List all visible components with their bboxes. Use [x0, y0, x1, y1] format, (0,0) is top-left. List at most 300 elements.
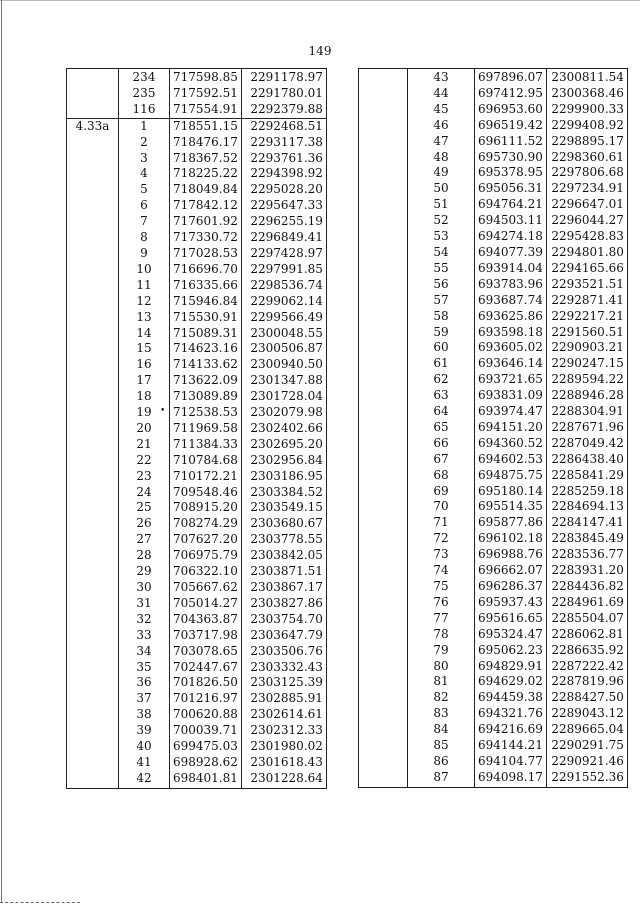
y-coordinate-cell: 2291780.01 [241, 86, 326, 102]
x-coordinate-cell: 695062.23 [475, 643, 547, 659]
x-coordinate-cell: 717330.72 [170, 230, 242, 246]
y-coordinate-cell: 2294801.80 [546, 245, 627, 261]
section-cell [67, 151, 119, 167]
point-number-cell: 77 [408, 611, 475, 627]
point-number-cell: 66 [408, 436, 475, 452]
y-coordinate-cell: 2284694.13 [546, 499, 627, 515]
table-row [359, 181, 628, 197]
point-number-cell: 22 [119, 453, 170, 469]
y-coordinate-cell: 2300506.87 [241, 341, 326, 357]
point-number-cell: 55 [408, 261, 475, 277]
point-number-cell: 43 [408, 69, 475, 86]
x-coordinate-cell: 717598.85 [170, 69, 242, 86]
coordinate-table-right [358, 68, 628, 788]
point-number-cell: 81 [408, 674, 475, 690]
table-row [67, 532, 327, 548]
table-row [67, 485, 327, 501]
table-row [67, 389, 327, 405]
table-row [67, 707, 327, 723]
x-coordinate-cell: 718049.84 [170, 182, 242, 198]
point-number-cell: 11 [119, 278, 170, 294]
point-number-cell: 1 [119, 118, 170, 134]
x-coordinate-cell: 694459.38 [475, 690, 547, 706]
section-cell [359, 484, 408, 500]
table-row [359, 738, 628, 754]
y-coordinate-cell: 2288946.28 [546, 388, 627, 404]
section-cell [359, 706, 408, 722]
y-coordinate-cell: 2300940.50 [241, 357, 326, 373]
point-number-cell: 20 [119, 421, 170, 437]
y-coordinate-cell: 2288427.50 [546, 690, 627, 706]
point-number-cell: 42 [119, 771, 170, 788]
x-coordinate-cell: 694104.77 [475, 754, 547, 770]
table-row [67, 135, 327, 151]
table-row [359, 436, 628, 452]
table-row [359, 309, 628, 325]
section-cell [67, 326, 119, 342]
section-cell [359, 181, 408, 197]
point-number-cell: 69 [408, 484, 475, 500]
point-number-cell: 56 [408, 277, 475, 293]
section-cell [359, 245, 408, 261]
table-row [67, 675, 327, 691]
x-coordinate-cell: 695730.90 [475, 150, 547, 166]
table-row [67, 771, 327, 788]
table-row [359, 325, 628, 341]
x-coordinate-cell: 694151.20 [475, 420, 547, 436]
x-coordinate-cell: 693831.09 [475, 388, 547, 404]
section-cell [67, 421, 119, 437]
point-number-cell: 80 [408, 659, 475, 675]
table-row [359, 611, 628, 627]
point-number-cell: 54 [408, 245, 475, 261]
section-cell [359, 356, 408, 372]
table-row [359, 197, 628, 213]
point-number-cell: 5 [119, 182, 170, 198]
section-cell [359, 293, 408, 309]
section-cell [67, 166, 119, 182]
section-cell [67, 230, 119, 246]
point-number-cell: 78 [408, 627, 475, 643]
table-row [67, 341, 327, 357]
section-cell [359, 325, 408, 341]
table-row [67, 166, 327, 182]
page-edge-left [1, 0, 2, 902]
x-coordinate-cell: 695514.35 [475, 499, 547, 515]
point-number-cell: 39 [119, 723, 170, 739]
x-coordinate-cell: 695378.95 [475, 165, 547, 181]
section-cell [359, 165, 408, 181]
section-cell [359, 436, 408, 452]
y-coordinate-cell: 2303842.05 [241, 548, 326, 564]
table-row [359, 643, 628, 659]
y-coordinate-cell: 2299900.33 [546, 102, 627, 118]
table-row [359, 150, 628, 166]
section-cell [67, 612, 119, 628]
table-row [67, 723, 327, 739]
y-coordinate-cell: 2302079.98 [241, 405, 326, 421]
x-coordinate-cell: 696953.60 [475, 102, 547, 118]
section-cell [359, 690, 408, 706]
x-coordinate-cell: 717601.92 [170, 214, 242, 230]
table-row [359, 468, 628, 484]
section-cell [67, 628, 119, 644]
x-coordinate-cell: 703717.98 [170, 628, 242, 644]
section-cell [67, 437, 119, 453]
y-coordinate-cell: 2289665.04 [546, 722, 627, 738]
point-number-cell: 76 [408, 595, 475, 611]
section-cell [67, 516, 119, 532]
point-number-cell: 51 [408, 197, 475, 213]
point-number-cell: 7 [119, 214, 170, 230]
point-number-cell: 49 [408, 165, 475, 181]
table-row [67, 421, 327, 437]
scan-speck: • [160, 406, 166, 416]
section-cell [67, 564, 119, 580]
table-row [359, 770, 628, 787]
x-coordinate-cell: 695056.31 [475, 181, 547, 197]
point-number-cell: 65 [408, 420, 475, 436]
point-number-cell: 70 [408, 499, 475, 515]
section-cell [67, 771, 119, 788]
point-number-cell: 24 [119, 485, 170, 501]
x-coordinate-cell: 714623.16 [170, 341, 242, 357]
point-number-cell: 14 [119, 326, 170, 342]
y-coordinate-cell: 2303186.95 [241, 469, 326, 485]
y-coordinate-cell: 2287049.42 [546, 436, 627, 452]
y-coordinate-cell: 2287671.96 [546, 420, 627, 436]
x-coordinate-cell: 695180.14 [475, 484, 547, 500]
point-number-cell: 86 [408, 754, 475, 770]
y-coordinate-cell: 2301728.04 [241, 389, 326, 405]
section-cell [67, 341, 119, 357]
section-cell [359, 309, 408, 325]
x-coordinate-cell: 715946.84 [170, 294, 242, 310]
section-cell [67, 755, 119, 771]
point-number-cell: 45 [408, 102, 475, 118]
point-number-cell: 4 [119, 166, 170, 182]
section-cell [67, 135, 119, 151]
point-number-cell: 18 [119, 389, 170, 405]
table-row [67, 580, 327, 596]
table-row [67, 86, 327, 102]
table-row [67, 262, 327, 278]
y-coordinate-cell: 2295028.20 [241, 182, 326, 198]
section-cell [359, 452, 408, 468]
y-coordinate-cell: 2283845.49 [546, 531, 627, 547]
x-coordinate-cell: 710784.68 [170, 453, 242, 469]
point-number-cell: 87 [408, 770, 475, 787]
point-number-cell: 25 [119, 500, 170, 516]
x-coordinate-cell: 706322.10 [170, 564, 242, 580]
point-number-cell: 60 [408, 340, 475, 356]
y-coordinate-cell: 2297234.91 [546, 181, 627, 197]
y-coordinate-cell: 2302956.84 [241, 453, 326, 469]
table-row [67, 755, 327, 771]
point-number-cell: 58 [408, 309, 475, 325]
section-cell [67, 580, 119, 596]
table-row [67, 310, 327, 326]
y-coordinate-cell: 2302402.66 [241, 421, 326, 437]
x-coordinate-cell: 693721.65 [475, 372, 547, 388]
x-coordinate-cell: 693598.18 [475, 325, 547, 341]
x-coordinate-cell: 696111.52 [475, 134, 547, 150]
footnote-rule [0, 902, 80, 903]
point-number-cell: 35 [119, 660, 170, 676]
point-number-cell: 44 [408, 86, 475, 102]
y-coordinate-cell: 2303754.70 [241, 612, 326, 628]
x-coordinate-cell: 702447.67 [170, 660, 242, 676]
point-number-cell: 68 [408, 468, 475, 484]
x-coordinate-cell: 694216.69 [475, 722, 547, 738]
x-coordinate-cell: 708915.20 [170, 500, 242, 516]
y-coordinate-cell: 2292217.21 [546, 309, 627, 325]
section-cell [67, 278, 119, 294]
point-number-cell: 33 [119, 628, 170, 644]
section-cell [67, 69, 119, 86]
y-coordinate-cell: 2283536.77 [546, 547, 627, 563]
table-row [359, 261, 628, 277]
point-number-cell: 19 [119, 405, 170, 421]
table-row [67, 564, 327, 580]
point-number-cell: 31 [119, 596, 170, 612]
section-cell [67, 310, 119, 326]
table-row [359, 118, 628, 134]
x-coordinate-cell: 718225.22 [170, 166, 242, 182]
x-coordinate-cell: 696286.37 [475, 579, 547, 595]
y-coordinate-cell: 2292379.88 [241, 102, 326, 118]
table-row [359, 356, 628, 372]
section-cell [359, 754, 408, 770]
section-cell: 4.33a [67, 118, 119, 134]
section-cell [67, 532, 119, 548]
section-cell [67, 405, 119, 421]
x-coordinate-cell: 695877.86 [475, 515, 547, 531]
section-cell [359, 150, 408, 166]
table-row [359, 627, 628, 643]
x-coordinate-cell: 694098.17 [475, 770, 547, 787]
y-coordinate-cell: 2297428.97 [241, 246, 326, 262]
table-row [359, 563, 628, 579]
section-cell [67, 691, 119, 707]
table-row [67, 628, 327, 644]
section-cell [359, 69, 408, 86]
x-coordinate-cell: 693646.14 [475, 356, 547, 372]
section-cell [67, 453, 119, 469]
table-row [67, 691, 327, 707]
x-coordinate-cell: 694829.91 [475, 659, 547, 675]
y-coordinate-cell: 2289043.12 [546, 706, 627, 722]
x-coordinate-cell: 697896.07 [475, 69, 547, 86]
x-coordinate-cell: 706975.79 [170, 548, 242, 564]
y-coordinate-cell: 2285259.18 [546, 484, 627, 500]
y-coordinate-cell: 2300048.55 [241, 326, 326, 342]
point-number-cell: 82 [408, 690, 475, 706]
y-coordinate-cell: 2297991.85 [241, 262, 326, 278]
y-coordinate-cell: 2292468.51 [241, 118, 326, 134]
y-coordinate-cell: 2302312.33 [241, 723, 326, 739]
y-coordinate-cell: 2303871.51 [241, 564, 326, 580]
page-number: 149 [308, 44, 332, 58]
point-number-cell: 46 [408, 118, 475, 134]
x-coordinate-cell: 700620.88 [170, 707, 242, 723]
x-coordinate-cell: 718476.17 [170, 135, 242, 151]
section-cell [67, 548, 119, 564]
section-cell [359, 229, 408, 245]
table-row [359, 690, 628, 706]
section-cell [359, 595, 408, 611]
y-coordinate-cell: 2296044.27 [546, 213, 627, 229]
section-cell [359, 738, 408, 754]
x-coordinate-cell: 714133.62 [170, 357, 242, 373]
coordinate-table-left [66, 68, 327, 789]
y-coordinate-cell: 2301980.02 [241, 739, 326, 755]
section-cell [359, 134, 408, 150]
point-number-cell: 23 [119, 469, 170, 485]
y-coordinate-cell: 2296647.01 [546, 197, 627, 213]
point-number-cell: 85 [408, 738, 475, 754]
y-coordinate-cell: 2302885.91 [241, 691, 326, 707]
y-coordinate-cell: 2283931.20 [546, 563, 627, 579]
y-coordinate-cell: 2286438.40 [546, 452, 627, 468]
y-coordinate-cell: 2297806.68 [546, 165, 627, 181]
y-coordinate-cell: 2293521.51 [546, 277, 627, 293]
x-coordinate-cell: 715530.91 [170, 310, 242, 326]
section-cell [67, 262, 119, 278]
point-number-cell: 37 [119, 691, 170, 707]
table-row [359, 213, 628, 229]
point-number-cell: 234 [119, 69, 170, 86]
y-coordinate-cell: 2298895.17 [546, 134, 627, 150]
point-number-cell: 47 [408, 134, 475, 150]
section-cell [67, 246, 119, 262]
point-number-cell: 79 [408, 643, 475, 659]
section-cell [359, 659, 408, 675]
table-row [67, 294, 327, 310]
x-coordinate-cell: 699475.03 [170, 739, 242, 755]
point-number-cell: 83 [408, 706, 475, 722]
y-coordinate-cell: 2287222.42 [546, 659, 627, 675]
y-coordinate-cell: 2286062.81 [546, 627, 627, 643]
y-coordinate-cell: 2284147.41 [546, 515, 627, 531]
y-coordinate-cell: 2293117.38 [241, 135, 326, 151]
x-coordinate-cell: 694503.11 [475, 213, 547, 229]
y-coordinate-cell: 2286635.92 [546, 643, 627, 659]
x-coordinate-cell: 703078.65 [170, 644, 242, 660]
x-coordinate-cell: 693605.02 [475, 340, 547, 356]
point-number-cell: 2 [119, 135, 170, 151]
point-number-cell: 32 [119, 612, 170, 628]
x-coordinate-cell: 713089.89 [170, 389, 242, 405]
y-coordinate-cell: 2284961.69 [546, 595, 627, 611]
x-coordinate-cell: 712538.53 [170, 405, 242, 421]
section-cell [359, 213, 408, 229]
table-row [67, 437, 327, 453]
table-row [359, 484, 628, 500]
table-row [67, 278, 327, 294]
section-cell [67, 357, 119, 373]
section-cell [67, 86, 119, 102]
point-number-cell: 36 [119, 675, 170, 691]
page-edge-top [0, 0, 640, 1]
x-coordinate-cell: 717028.53 [170, 246, 242, 262]
table-row [359, 579, 628, 595]
y-coordinate-cell: 2295647.33 [241, 198, 326, 214]
y-coordinate-cell: 2291552.36 [546, 770, 627, 787]
point-number-cell: 34 [119, 644, 170, 660]
y-coordinate-cell: 2284436.82 [546, 579, 627, 595]
point-number-cell: 41 [119, 755, 170, 771]
table-row [67, 453, 327, 469]
point-number-cell: 61 [408, 356, 475, 372]
table-row [359, 754, 628, 770]
y-coordinate-cell: 2289594.22 [546, 372, 627, 388]
table-row [359, 531, 628, 547]
section-cell [359, 118, 408, 134]
table-row [67, 198, 327, 214]
point-number-cell: 75 [408, 579, 475, 595]
y-coordinate-cell: 2296849.41 [241, 230, 326, 246]
point-number-cell: 72 [408, 531, 475, 547]
y-coordinate-cell: 2303680.67 [241, 516, 326, 532]
y-coordinate-cell: 2290291.75 [546, 738, 627, 754]
x-coordinate-cell: 693783.96 [475, 277, 547, 293]
section-cell [359, 340, 408, 356]
x-coordinate-cell: 694144.21 [475, 738, 547, 754]
table-row [359, 452, 628, 468]
y-coordinate-cell: 2285504.07 [546, 611, 627, 627]
point-number-cell: 12 [119, 294, 170, 310]
x-coordinate-cell: 696102.18 [475, 531, 547, 547]
point-number-cell: 71 [408, 515, 475, 531]
point-number-cell: 30 [119, 580, 170, 596]
x-coordinate-cell: 695616.65 [475, 611, 547, 627]
point-number-cell: 17 [119, 373, 170, 389]
y-coordinate-cell: 2302614.61 [241, 707, 326, 723]
x-coordinate-cell: 715089.31 [170, 326, 242, 342]
point-number-cell: 6 [119, 198, 170, 214]
table-row [359, 547, 628, 563]
point-number-cell: 8 [119, 230, 170, 246]
y-coordinate-cell: 2300811.54 [546, 69, 627, 86]
section-cell [359, 531, 408, 547]
table-row [359, 134, 628, 150]
x-coordinate-cell: 707627.20 [170, 532, 242, 548]
table-row [359, 277, 628, 293]
x-coordinate-cell: 717592.51 [170, 86, 242, 102]
section-cell [359, 277, 408, 293]
section-cell [67, 723, 119, 739]
section-cell [359, 515, 408, 531]
coordinate-table-left-body [67, 69, 327, 789]
section-cell [67, 373, 119, 389]
table-row [359, 388, 628, 404]
y-coordinate-cell: 2290247.15 [546, 356, 627, 372]
section-cell [67, 675, 119, 691]
section-cell [359, 499, 408, 515]
x-coordinate-cell: 718367.52 [170, 151, 242, 167]
section-cell [359, 388, 408, 404]
point-number-cell: 116 [119, 102, 170, 118]
table-row [67, 246, 327, 262]
section-cell [359, 86, 408, 102]
section-cell [359, 547, 408, 563]
table-row [359, 595, 628, 611]
table-row [67, 182, 327, 198]
x-coordinate-cell: 694274.18 [475, 229, 547, 245]
section-cell [359, 102, 408, 118]
table-row [359, 245, 628, 261]
